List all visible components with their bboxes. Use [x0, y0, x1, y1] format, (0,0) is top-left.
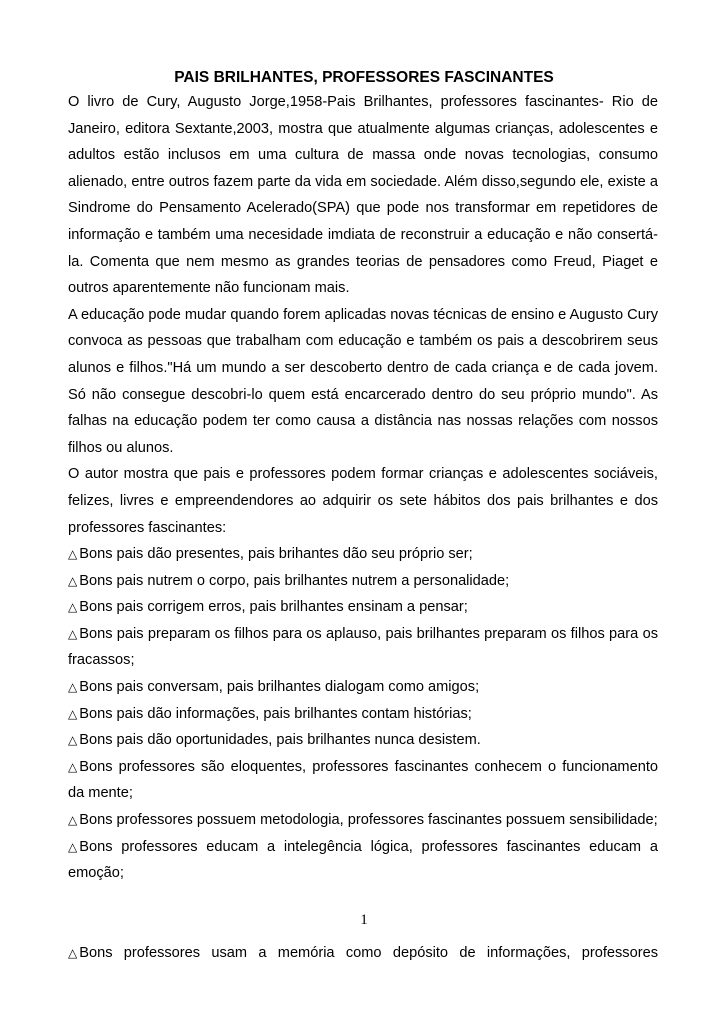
- triangle-bullet-icon: △: [68, 839, 78, 854]
- list-item: [68, 674, 658, 701]
- page-number: 1: [360, 912, 368, 928]
- list-item: [68, 568, 658, 595]
- list-item: [68, 621, 658, 674]
- list-item-text: Bons pais conversam, pais brilhantes dialogam como amigos;: [79, 679, 480, 696]
- paragraph-education: A educação pode mudar quando forem aplicadas novas técnicas de ensino e Augusto Cury convoca as pessoas que trabalham com educação e também os pais a descobrirem seus alunos e filhos."Há um mundo a ser descoberto dentro de cada criança e de cada jovem. Só não consegue descobri-lo quem está encarcerado dentro do seu próprio mundo". As falhas na educação podem ter como causa a distância nas nossas relações com nossos filhos ou alunos.: [68, 306, 658, 456]
- list-item: [68, 541, 658, 568]
- list-item-text: Bons professores usam a memória como depósito de informações, professores: [79, 945, 658, 961]
- triangle-bullet-icon: △: [68, 706, 78, 721]
- triangle-bullet-icon: △: [68, 547, 78, 562]
- list-item-text: Bons pais corrigem erros, pais brilhantes ensinam a pensar;: [79, 599, 468, 616]
- list-item: [68, 727, 658, 754]
- triangle-bullet-icon: △: [68, 680, 78, 695]
- list-item: [68, 701, 658, 728]
- triangle-bullet-icon: △: [68, 813, 78, 828]
- list-item: [68, 807, 658, 834]
- triangle-bullet-icon: △: [68, 573, 78, 588]
- list-item-text: Bons professores educam a intelegência lógica, professores fascinantes educam a emoção;: [68, 838, 658, 882]
- triangle-bullet-icon: △: [68, 600, 78, 615]
- document-title: PAIS BRILHANTES, PROFESSORES FASCINANTES: [174, 69, 554, 86]
- triangle-bullet-icon: △: [68, 626, 78, 641]
- document-body: [68, 89, 658, 887]
- list-item: [68, 754, 658, 807]
- paragraph-habits: O autor mostra que pais e professores podem formar crianças e adolescentes sociáveis, felizes, livres e empreendendores ao adquirir os sete hábitos dos pais brilhantes e dos professores fascinantes:: [68, 466, 658, 536]
- list-item-text: Bons professores são eloquentes, professores fascinantes conhecem o funcionamento da mente;: [68, 758, 658, 802]
- triangle-bullet-icon: △: [68, 759, 78, 774]
- list-item-continued: [68, 940, 658, 967]
- list-item-text: Bons pais nutrem o corpo, pais brilhantes nutrem a personalidade;: [79, 572, 510, 589]
- list-item: [68, 594, 658, 621]
- list-item-text: Bons professores possuem metodologia, professores fascinantes possuem sensibilidade;: [79, 812, 658, 829]
- list-item: [68, 834, 658, 887]
- list-item-text: Bons pais dão presentes, pais brihantes dão seu próprio ser;: [79, 546, 473, 563]
- list-item-text: Bons pais dão oportunidades, pais brilhantes nunca desistem.: [79, 732, 481, 749]
- list-item-text: Bons pais dão informações, pais brilhantes contam histórias;: [79, 705, 472, 722]
- triangle-bullet-icon: △: [68, 733, 78, 748]
- triangle-bullet-icon: △: [68, 946, 78, 960]
- list-item-text: Bons pais preparam os filhos para os aplauso, pais brilhantes preparam os filhos para os fracassos;: [68, 625, 658, 669]
- paragraph-intro: O livro de Cury, Augusto Jorge,1958-Pais Brilhantes, professores fascinantes- Rio de Janeiro, editora Sextante,2003, mostra que atualmente algumas crianças, adolescentes e adultos estão inclusos em uma cultura de massa onde novas tecnologias, consumo alienado, entre outros fazem parte da vida em sociedade. Além disso,segundo ele, existe a Sindrome do Pensamento Acelerado(SPA) que pode nos transformar em repetidores de informação e também uma necesidade imdiata de reconstruir a educação e não consertá-la. Comenta que nem mesmo as grandes teorias de pensadores como Freud, Piaget e outros aparentemente não funcionam mais.: [68, 94, 658, 297]
